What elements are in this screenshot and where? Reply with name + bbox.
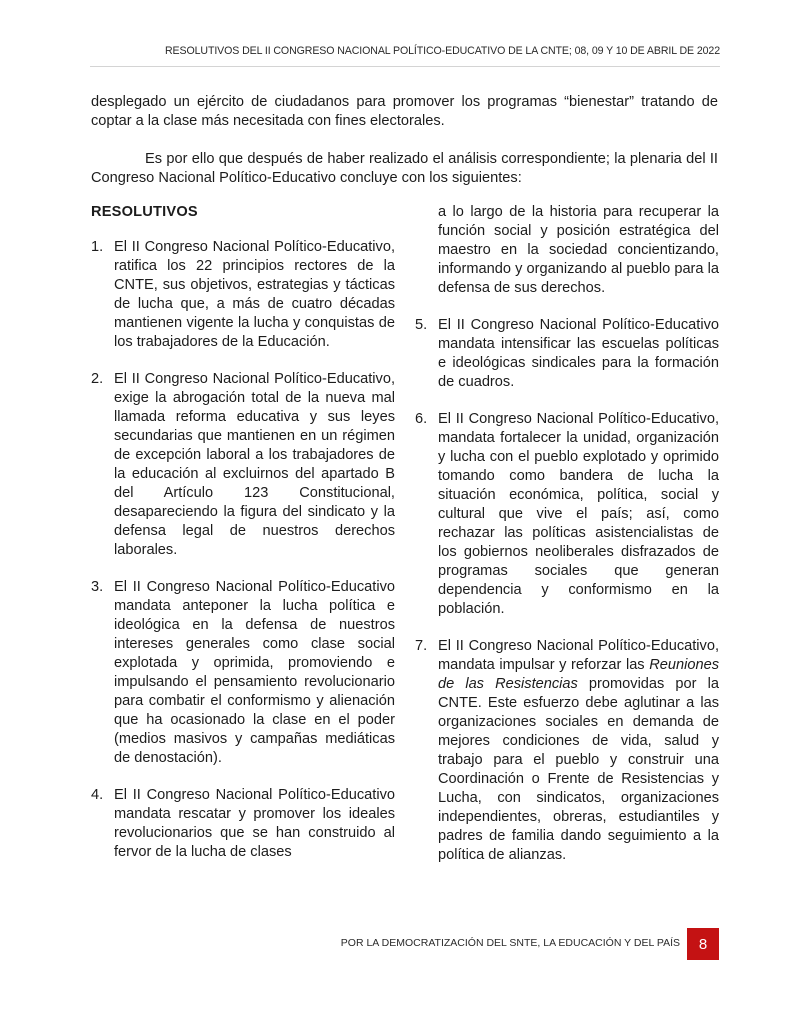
- resolution-text-after: promovidas por la CNTE. Este esfuerzo debe aglutinar a las organizaciones sociales en demanda de mejores condiciones de vida, salud y trabajo para el pueblo y construir una Coordinación o Frente de Resistencias y Lucha, con sindicatos, organizaciones independientes, obreras, estudiantiles y padres de familia dando seguimiento a la política de alianzas.: [438, 676, 719, 863]
- footer-slogan: POR LA DEMOCRATIZACIÓN DEL SNTE, LA EDUCACIÓN Y DEL PAÍS: [340, 937, 680, 949]
- resolution-item-1: [91, 238, 395, 352]
- resolution-number: 7.: [415, 638, 428, 654]
- resolution-number: 5.: [415, 317, 428, 333]
- resolution-item-5: [415, 316, 719, 392]
- intro-paragraph: desplegado un ejército de ciudadanos para promover los programas “bienestar” tratando de coptar a la clase más necesitada con fines electorales.: [91, 94, 718, 129]
- resolution-text: El II Congreso Nacional Político-Educativo mandata rescatar y promover los ideales revolucionarios que se han construido al fervor de la lucha de clases: [114, 787, 395, 860]
- section-title: RESOLUTIVOS: [91, 204, 198, 220]
- resolution-item-2: [91, 370, 395, 560]
- resolution-item-7: [415, 637, 719, 865]
- resolution-text: El II Congreso Nacional Político-Educativo, mandata fortalecer la unidad, organización y lucha con el pueblo explotado y oprimido tomando como bandera de lucha la situación económica, política, social y cultural que vive el país; así, como rechazar las políticas asistencialistas de los gobiernos neoliberales disfrazados de programas sociales que generan dependencia y conformismo en la población.: [438, 411, 719, 617]
- resolution-number: 4.: [91, 787, 104, 803]
- resolution-number: 6.: [415, 411, 428, 427]
- running-header: RESOLUTIVOS DEL II CONGRESO NACIONAL POLÍTICO-EDUCATIVO DE LA CNTE; 08, 09 Y 10 DE ABRIL DE 2022: [165, 45, 720, 57]
- resolution-number: 1.: [91, 239, 104, 255]
- resolution-text: El II Congreso Nacional Político-Educativo mandata anteponer la lucha política e ideológica en la defensa de nuestros intereses generales como clase social explotada y oprimida, promoviendo e impulsando el pensamiento revolucionario para combatir el conformismo y alienación que ha ocasionado la clase en el poder (medios masivos y campañas mediáticas de denostación).: [114, 579, 395, 766]
- header-divider: [90, 66, 720, 67]
- resolution-text-before: El II Congreso Nacional Político-Educativo, mandata impulsar y reforzar las: [438, 638, 719, 673]
- resolution-number: 3.: [91, 579, 104, 595]
- resolution-item-4: [91, 786, 395, 862]
- left-column: [91, 238, 395, 862]
- conclusion-paragraph: Es por ello que después de haber realizado el análisis correspondiente; la plenaria del II Congreso Nacional Político-Educativo concluye con los siguientes:: [91, 151, 718, 186]
- resolution-number: 2.: [91, 371, 104, 387]
- resolution-text: El II Congreso Nacional Político-Educativo, exige la abrogación total de la nueva mal llamada reforma educativa y sus leyes secundarias que mantienen en un régimen de excepción laboral a los trabajadores de la educación al excluirnos del apartado B del Artículo 123 Constitucional, desapareciendo la figura del sindicato y la defensa legal de nuestros derechos laborales.: [114, 371, 395, 558]
- resolution-4-continuation: a lo largo de la historia para recuperar la función social y posición estratégica del maestro en la sociedad concientizando, informando y organizando al pueblo para la defensa de sus derechos.: [438, 204, 719, 296]
- resolution-item-6: [415, 410, 719, 619]
- resolution-text: El II Congreso Nacional Político-Educativo mandata intensificar las escuelas políticas e ideológicas sindicales para la formación de cuadros.: [438, 317, 719, 390]
- resolution-item-3: [91, 578, 395, 768]
- resolution-text: El II Congreso Nacional Político-Educativo, ratifica los 22 principios rectores de la CNTE, sus objetivos, estrategias y tácticas de lucha que, a más de cuatro décadas mantienen vigente la lucha y conquistas de los trabajadores de la Educación.: [114, 239, 395, 350]
- resolution-text-italic: Reuniones de las Resistencias: [438, 657, 719, 692]
- page-number: 8: [698, 935, 708, 953]
- page-number-badge: [687, 928, 719, 960]
- right-column: [415, 203, 719, 865]
